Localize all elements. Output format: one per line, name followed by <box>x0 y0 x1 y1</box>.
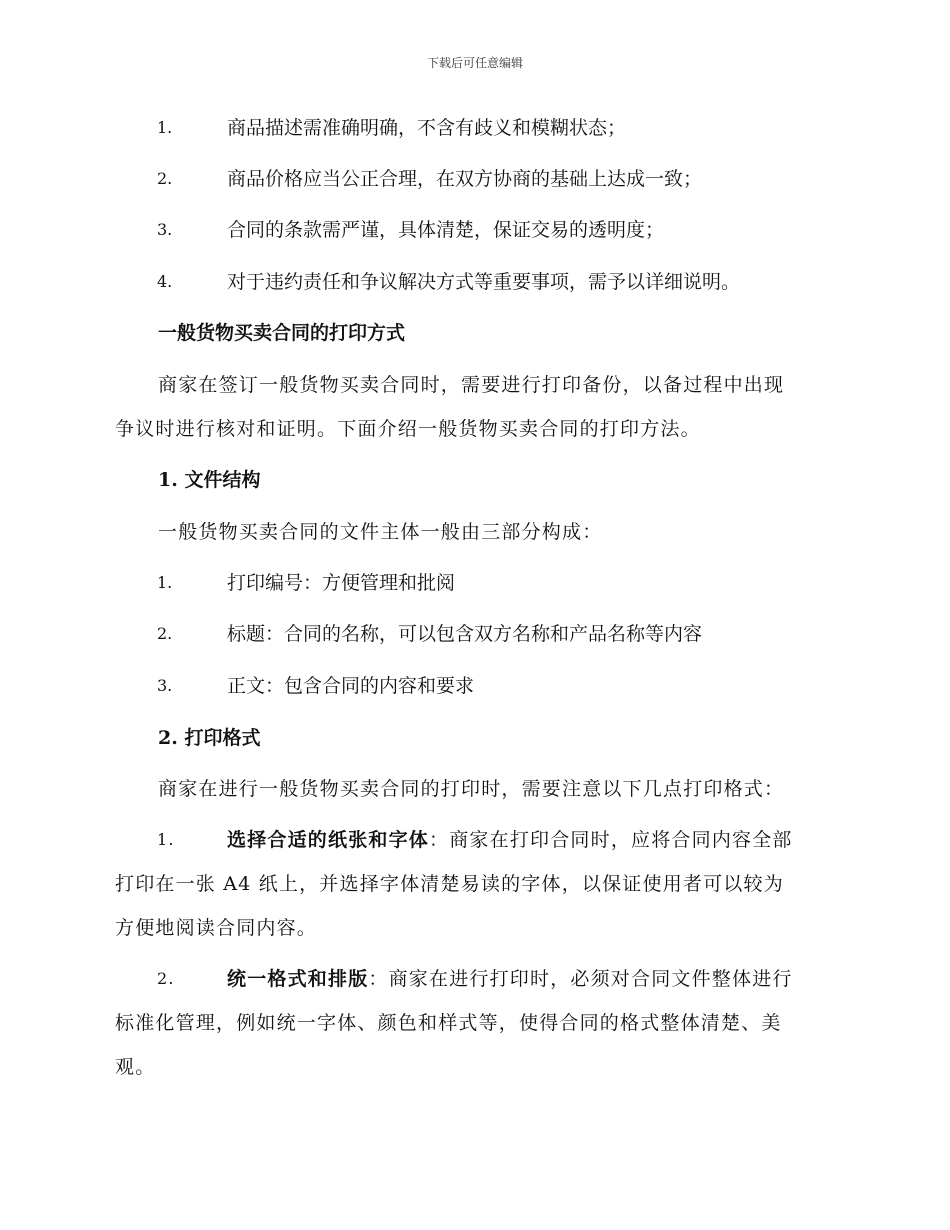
item-text: ：商家在进行打印时，必须对合同文件整体进行 <box>368 968 793 990</box>
subsection-lead <box>115 767 835 811</box>
list-number: 2. <box>157 624 173 643</box>
item-bold-title: 选择合适的纸张和字体 <box>227 829 430 851</box>
list-number: 1. <box>157 830 175 849</box>
list-text: 正文：包含合同的内容和要求 <box>227 675 475 697</box>
item-line: 观。 <box>115 1056 156 1078</box>
item-line: 方便地阅读合同内容。 <box>115 917 318 939</box>
list-text: 对于违约责任和争议解决方式等重要事项，需予以详细说明。 <box>227 271 741 293</box>
list-number: 1. <box>157 573 173 592</box>
item-first-line <box>115 818 835 862</box>
subsection-heading: 2. 打印格式 <box>158 727 261 749</box>
list-text: 商品描述需准确明确，不含有歧义和模糊状态； <box>227 117 627 139</box>
paragraph-line: 商家在签订一般货物买卖合同时，需要进行打印备份，以备过程中出现 <box>158 374 785 396</box>
paragraph-line: 商家在进行一般货物买卖合同的打印时，需要注意以下几点打印格式： <box>158 778 785 800</box>
list-text: 合同的条款需严谨，具体清楚，保证交易的透明度； <box>227 219 665 241</box>
item-line: 打印在一张 A4 纸上，并选择字体清楚易读的字体，以保证使用者可以较为 <box>115 873 784 895</box>
list-text: 打印编号：方便管理和批阅 <box>227 572 456 594</box>
paragraph-line: 争议时进行核对和证明。下面介绍一般货物买卖合同的打印方法。 <box>115 418 701 440</box>
list-number: 3. <box>157 220 173 239</box>
item-bold-title: 统一格式和排版 <box>227 968 369 990</box>
paragraph-line: 一般货物买卖合同的文件主体一般由三部分构成： <box>158 521 603 543</box>
list-text: 标题：合同的名称，可以包含双方名称和产品名称等内容 <box>227 623 703 645</box>
item-first-line <box>115 957 835 1001</box>
list-number: 3. <box>157 676 173 695</box>
intro-paragraph <box>115 363 835 451</box>
page-header: 下载后可任意编辑 <box>426 56 523 70</box>
subsection-heading: 1. 文件结构 <box>158 469 261 491</box>
list-text: 商品价格应当公正合理，在双方协商的基础上达成一致； <box>227 168 703 190</box>
list-number: 2. <box>157 969 175 988</box>
subsection-lead <box>115 510 835 554</box>
section-heading: 一般货物买卖合同的打印方式 <box>158 322 406 344</box>
format-item <box>115 957 835 1089</box>
list-number: 2. <box>157 169 173 188</box>
item-text: ：商家在打印合同时，应将合同内容全部 <box>429 829 793 851</box>
format-item <box>115 818 835 950</box>
list-number: 4. <box>157 272 173 291</box>
list-number: 1. <box>157 118 173 137</box>
item-line: 标准化管理，例如统一字体、颜色和样式等，使得合同的格式整体清楚、美 <box>115 1012 782 1034</box>
